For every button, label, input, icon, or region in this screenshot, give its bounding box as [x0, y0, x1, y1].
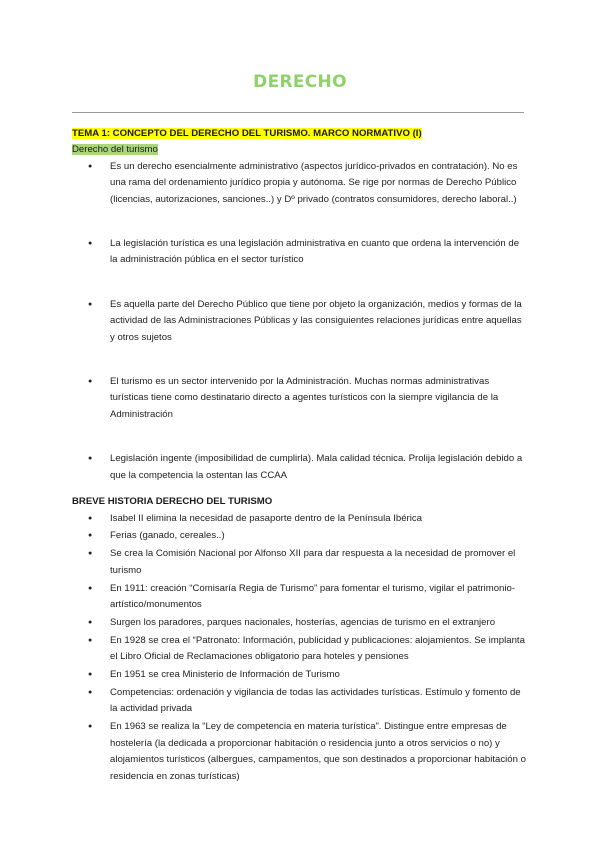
topic-title: TEMA 1: CONCEPTO DEL DERECHO DEL TURISMO. MARCO NORMATIVO (I) — [72, 128, 422, 139]
list-item: ● En 1951 se crea Ministerio de Información de Turismo — [72, 667, 528, 683]
subtitle: Derecho del turismo — [72, 144, 158, 156]
list-item: ● Legislación ingente (imposibilidad de cumplirla). Mala calidad técnica. Prolija legislación debido a que la competencia la ostentan las CCAA — [72, 451, 528, 484]
list-item: ● Competencias: ordenación y vigilancia de todas las actividades turísticas. Estímulo y fomento de la actividad privada — [72, 685, 528, 718]
list-item: ● Ferias (ganado, cereales..) — [72, 528, 528, 544]
list-item: ● Se crea la Comisión Nacional por Alfonso XII para dar respuesta a la necesidad de promover el turismo — [72, 546, 528, 579]
list-item: ● En 1911: creación “Comisaría Regia de Turismo” para fomentar el turismo, vigilar el patrimonio-artístico/monumentos — [72, 581, 528, 614]
list-item: ● En 1928 se crea el “Patronato: Información, publicidad y publicaciones: alojamientos. Se implanta el Libro Oficial de Reclamaciones obligatorio para hoteles y pensiones — [72, 633, 528, 666]
topic-title-line — [72, 126, 528, 142]
section-heading: BREVE HISTORIA DERECHO DEL TURISMO — [72, 496, 273, 508]
document-title: DERECHO — [253, 72, 347, 92]
concept-bullet-list — [72, 159, 528, 484]
list-item: ● Surgen los paradores, parques nacionales, hosterías, agencias de turismo en el extranjero — [72, 615, 528, 631]
document-body — [72, 126, 528, 787]
list-item: ● Es un derecho esencialmente administrativo (aspectos jurídico-privados en contratación). No es una rama del ordenamiento jurídico propia y autónoma. Se rige por normas de Derecho Público (licencias, autorizaciones, sanciones..) y Dº privado (contratos consumidores, derecho laboral..) — [72, 159, 528, 208]
history-bullet-list — [72, 511, 528, 786]
list-item: ● Es aquella parte del Derecho Público que tiene por objeto la organización, medios y formas de la actividad de las Administraciones Públicas y las consiguientes relaciones jurídicas entre aquellas y otros sujetos — [72, 297, 528, 346]
list-item: ● La legislación turística es una legislación administrativa en cuanto que ordena la intervención de la administración pública en el sector turístico — [72, 236, 528, 269]
list-item: ● Isabel II elimina la necesidad de pasaporte dentro de la Península Ibérica — [72, 511, 528, 527]
list-item: ● El turismo es un sector intervenido por la Administración. Muchas normas administrativas turísticas tiene como destinatario directo a agentes turísticos con la siempre vigilancia de la Administración — [72, 374, 528, 423]
title-divider — [72, 112, 524, 113]
subtitle-line — [72, 142, 528, 158]
list-item: ● En 1963 se realiza la “Ley de competencia en materia turística”. Distingue entre empresas de hostelería (la dedicada a proporcionar habitación o residencia junto a otros servicios o no) y alojamientos turísticos (albergues, campamentos, que son destinados a proporcionar habitación o residencia en zonas turísticas) — [72, 719, 528, 785]
